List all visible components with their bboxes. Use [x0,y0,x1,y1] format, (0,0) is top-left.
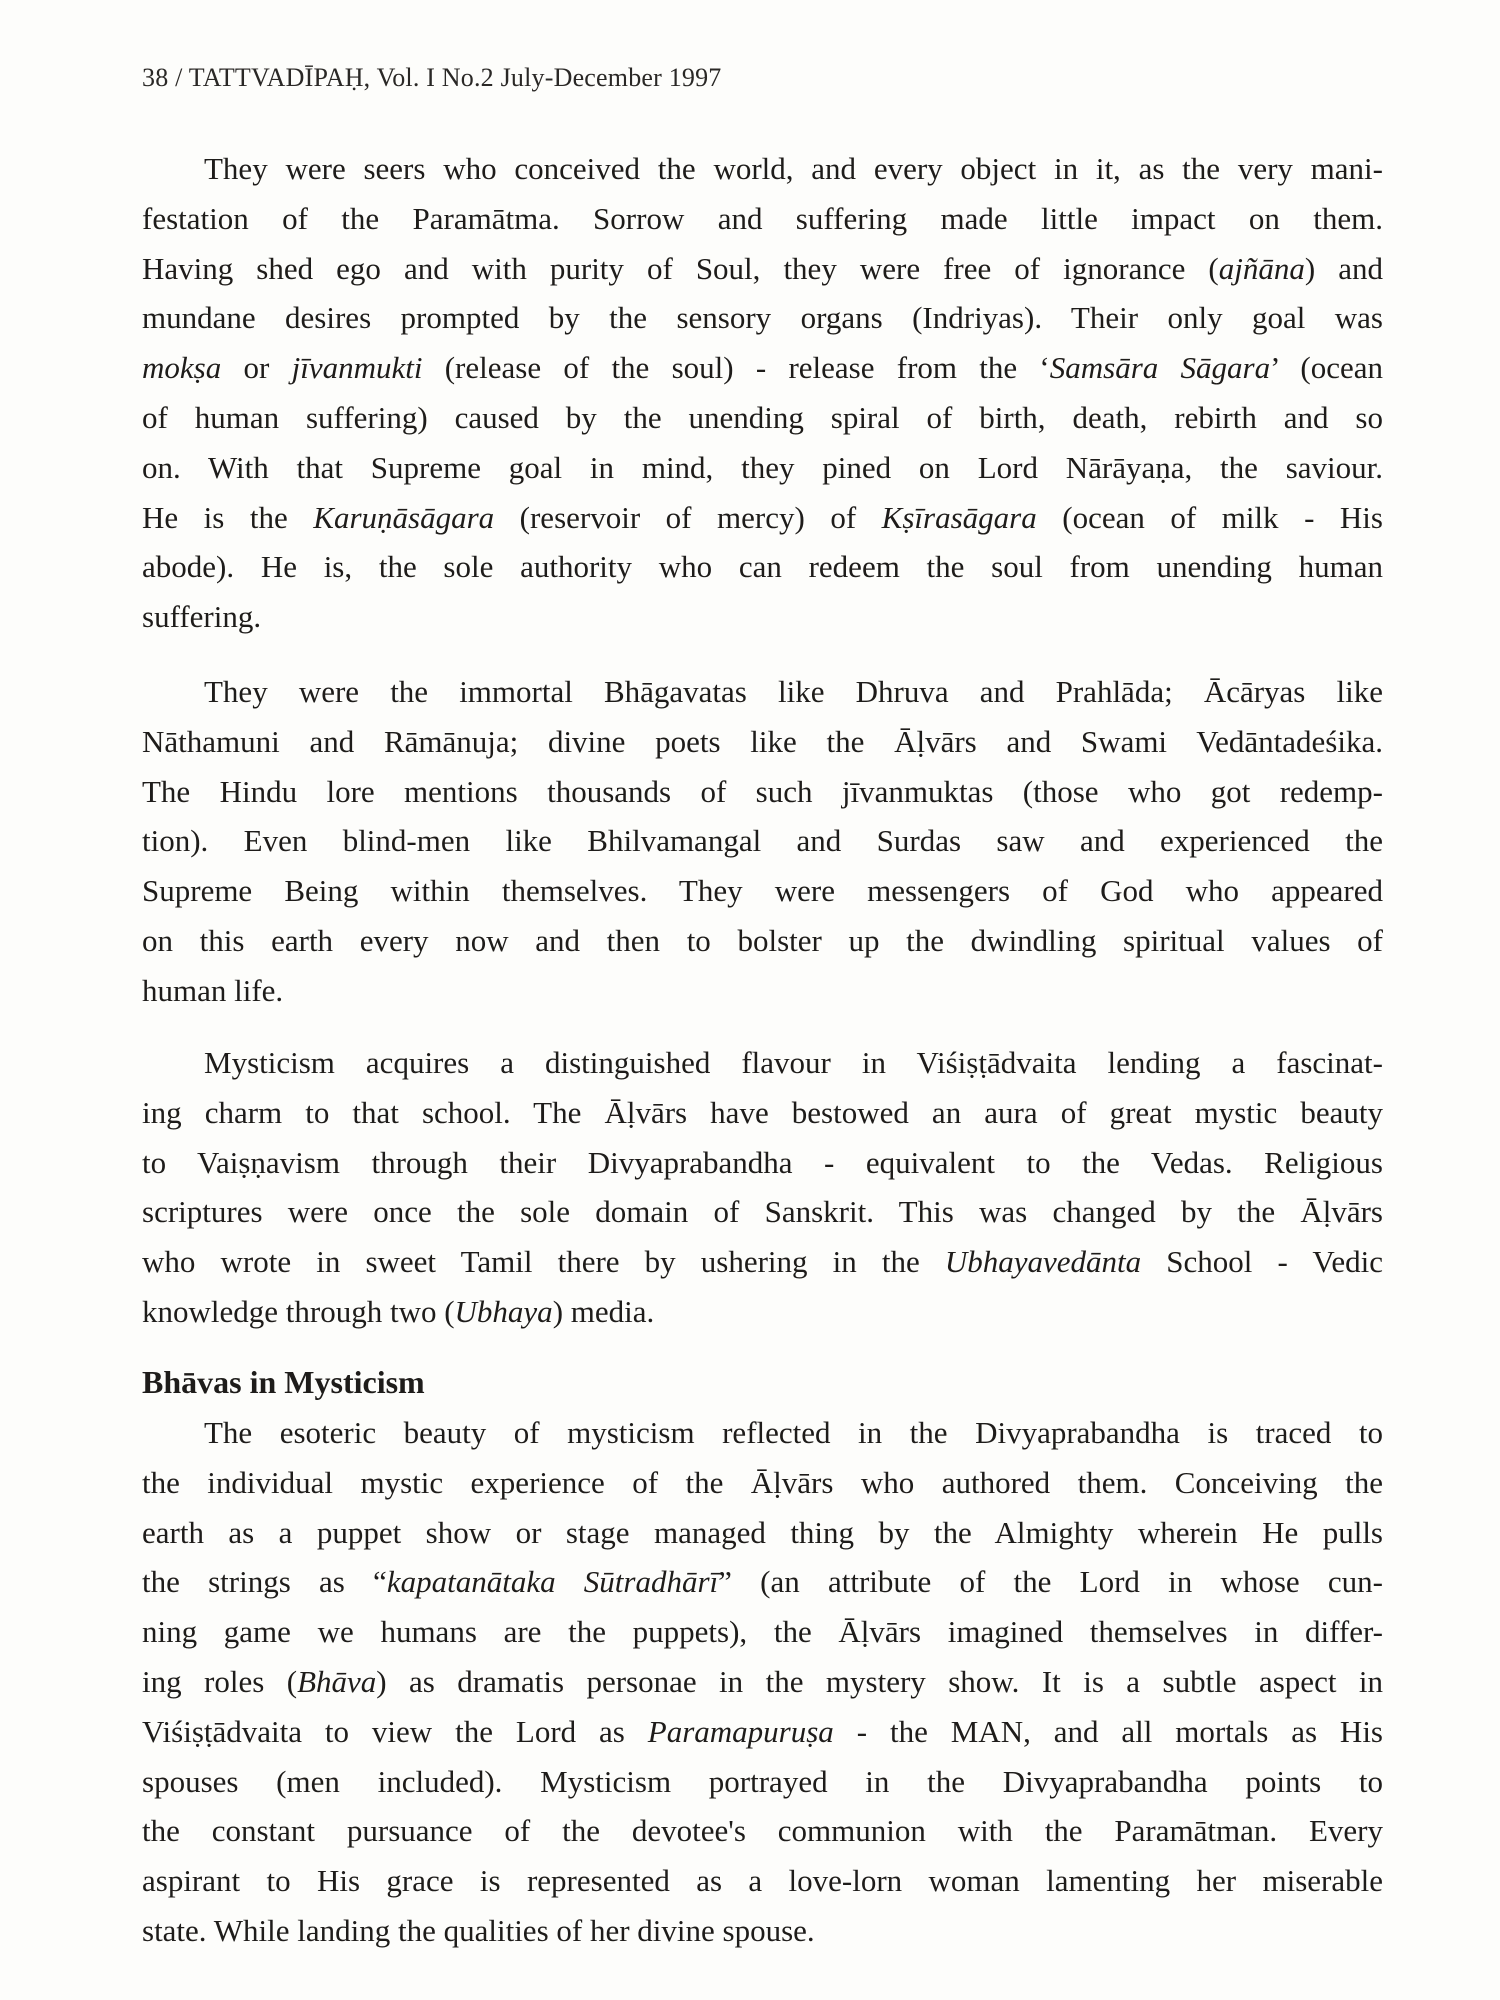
text-line [142,1856,1383,1906]
text-line [142,343,1383,393]
text-run: festation of the Paramātma. Sorrow and suffering made little impact on them. [142,200,1383,236]
italic-term: Ubhayavedānta [944,1244,1142,1280]
text-line [142,1508,1383,1558]
text-line [142,1408,1383,1458]
italic-term: Bhāva [297,1663,377,1699]
text-run: ) media. [552,1293,655,1329]
text-run: tion). Even blind-men like Bhilvamangal and Surdas saw and experienced the [142,823,1383,859]
paragraph-3 [142,1038,1383,1337]
text-run: ) as dramatis personae in the mystery show. It is a subtle aspect in [376,1663,1383,1699]
paragraph-2 [142,667,1383,1016]
text-line [142,1657,1383,1707]
italic-term: jīvanmukti [291,350,423,386]
text-run: The esoteric beauty of mysticism reflected in the Divyaprabandha is traced to [204,1415,1383,1450]
text-run: ’ (ocean [1270,350,1384,386]
text-line [142,1187,1383,1237]
text-run: of human suffering) caused by the unending spiral of birth, death, rebirth and so [142,399,1383,435]
text-line [142,1237,1383,1287]
italic-term: Kṣīrasāgara [881,499,1037,535]
text-run: Supreme Being within themselves. They were messengers of God who appeared [142,873,1383,909]
italic-term: ajñāna [1218,250,1305,286]
text-run: The Hindu lore mentions thousands of such jīvanmuktas (those who got redemp- [142,773,1383,809]
text-run: - the MAN, and all mortals as His [833,1713,1383,1749]
text-line [142,293,1383,343]
italic-term: Paramapuruṣa [647,1713,834,1749]
text-run: Viśiṣṭādvaita to view the Lord as [142,1713,648,1749]
text-line [142,592,1383,642]
text-run: state. While landing the qualities of her divine spouse. [142,1912,815,1948]
text-run: Having shed ego and with purity of Soul, they were free of ignorance ( [142,250,1219,286]
text-run: ing charm to that school. The Āḷvārs have bestowed an aura of great mystic beauty [142,1094,1383,1130]
text-run: spouses (men included). Mysticism portrayed in the Divyaprabandha points to [142,1763,1383,1799]
text-run: Mysticism acquires a distinguished flavour in Viśiṣṭādvaita lending a fascinat- [204,1045,1383,1080]
text-run: abode). He is, the sole authority who can redeem the soul from unending human [142,549,1383,585]
text-run: suffering. [142,599,262,635]
text-run: the individual mystic experience of the Āḷvārs who authored them. Conceiving the [142,1464,1383,1500]
text-line [142,1287,1383,1337]
text-run: who wrote in sweet Tamil there by ushering in the [142,1244,945,1280]
text-run: ” (an attribute of the Lord in whose cun- [718,1564,1383,1600]
text-line [142,1038,1383,1088]
text-line [142,717,1383,767]
text-run: knowledge through two ( [142,1293,455,1329]
text-line [142,393,1383,443]
text-line [142,1806,1383,1856]
text-line [142,1757,1383,1807]
italic-term: mokṣa [142,350,222,386]
running-head: 38 / TATTVADĪPAḤ, Vol. I No.2 July-December 1997 [142,63,722,92]
text-run: on. With that Supreme goal in mind, they pined on Lord Nārāyaṇa, the saviour. [142,449,1383,485]
text-line [142,144,1383,194]
text-line [142,816,1383,866]
section-heading: Bhāvas in Mysticism [142,1364,425,1400]
text-run: human life. [142,972,284,1008]
text-run: School - Vedic [1141,1244,1383,1280]
paragraph-1 [142,144,1383,642]
text-line [142,916,1383,966]
text-run: aspirant to His grace is represented as a love-lorn woman lamenting her miserable [142,1863,1383,1899]
text-line [142,966,1383,1016]
text-line [142,1458,1383,1508]
text-run: They were seers who conceived the world, and every object in it, as the very mani- [204,151,1383,186]
text-run: ning game we humans are the puppets), the Āḷvārs imagined themselves in differ- [142,1614,1383,1650]
text-run: scriptures were once the sole domain of Sanskrit. This was changed by the Āḷvārs [142,1194,1383,1230]
text-run: (release of the soul) - release from the ‘ [422,350,1050,386]
text-line [142,767,1383,817]
text-line [142,1088,1383,1138]
text-run: earth as a puppet show or stage managed thing by the Almighty wherein He pulls [142,1514,1383,1550]
text-run: ing roles ( [142,1663,298,1699]
text-run: (reservoir of mercy) of [494,499,882,535]
text-line [142,443,1383,493]
text-line [142,866,1383,916]
text-line [142,1906,1383,1956]
text-line [142,667,1383,717]
text-run: Nāthamuni and Rāmānuja; divine poets like the Āḷvārs and Swami Vedāntadeśika. [142,723,1383,759]
italic-term: kapatanātaka Sūtradhārī [386,1564,719,1600]
text-line [142,1138,1383,1188]
text-run: on this earth every now and then to bolster up the dwindling spiritual values of [142,922,1383,958]
paragraph-4 [142,1408,1383,1956]
text-line [142,1607,1383,1657]
text-line [142,194,1383,244]
italic-term: Ubhaya [454,1293,553,1329]
text-line [142,1707,1383,1757]
text-run: or [221,350,292,386]
text-run: mundane desires prompted by the sensory organs (Indriyas). Their only goal was [142,300,1383,336]
text-run: the constant pursuance of the devotee's communion with the Paramātman. Every [142,1813,1383,1849]
text-run: to Vaiṣṇavism through their Divyaprabandha - equivalent to the Vedas. Religious [142,1144,1383,1180]
text-line [142,244,1383,294]
text-line [142,542,1383,592]
text-run: the strings as “ [142,1564,387,1600]
italic-term: Karuṇāsāgara [313,499,495,535]
text-line [142,493,1383,543]
text-run: (ocean of milk - His [1036,499,1383,535]
italic-term: Samsāra Sāgara [1049,350,1271,386]
text-run: ) and [1304,250,1383,286]
text-line [142,1557,1383,1607]
text-run: He is the [142,499,314,535]
text-run: They were the immortal Bhāgavatas like Dhruva and Prahlāda; Ācāryas like [204,674,1383,709]
